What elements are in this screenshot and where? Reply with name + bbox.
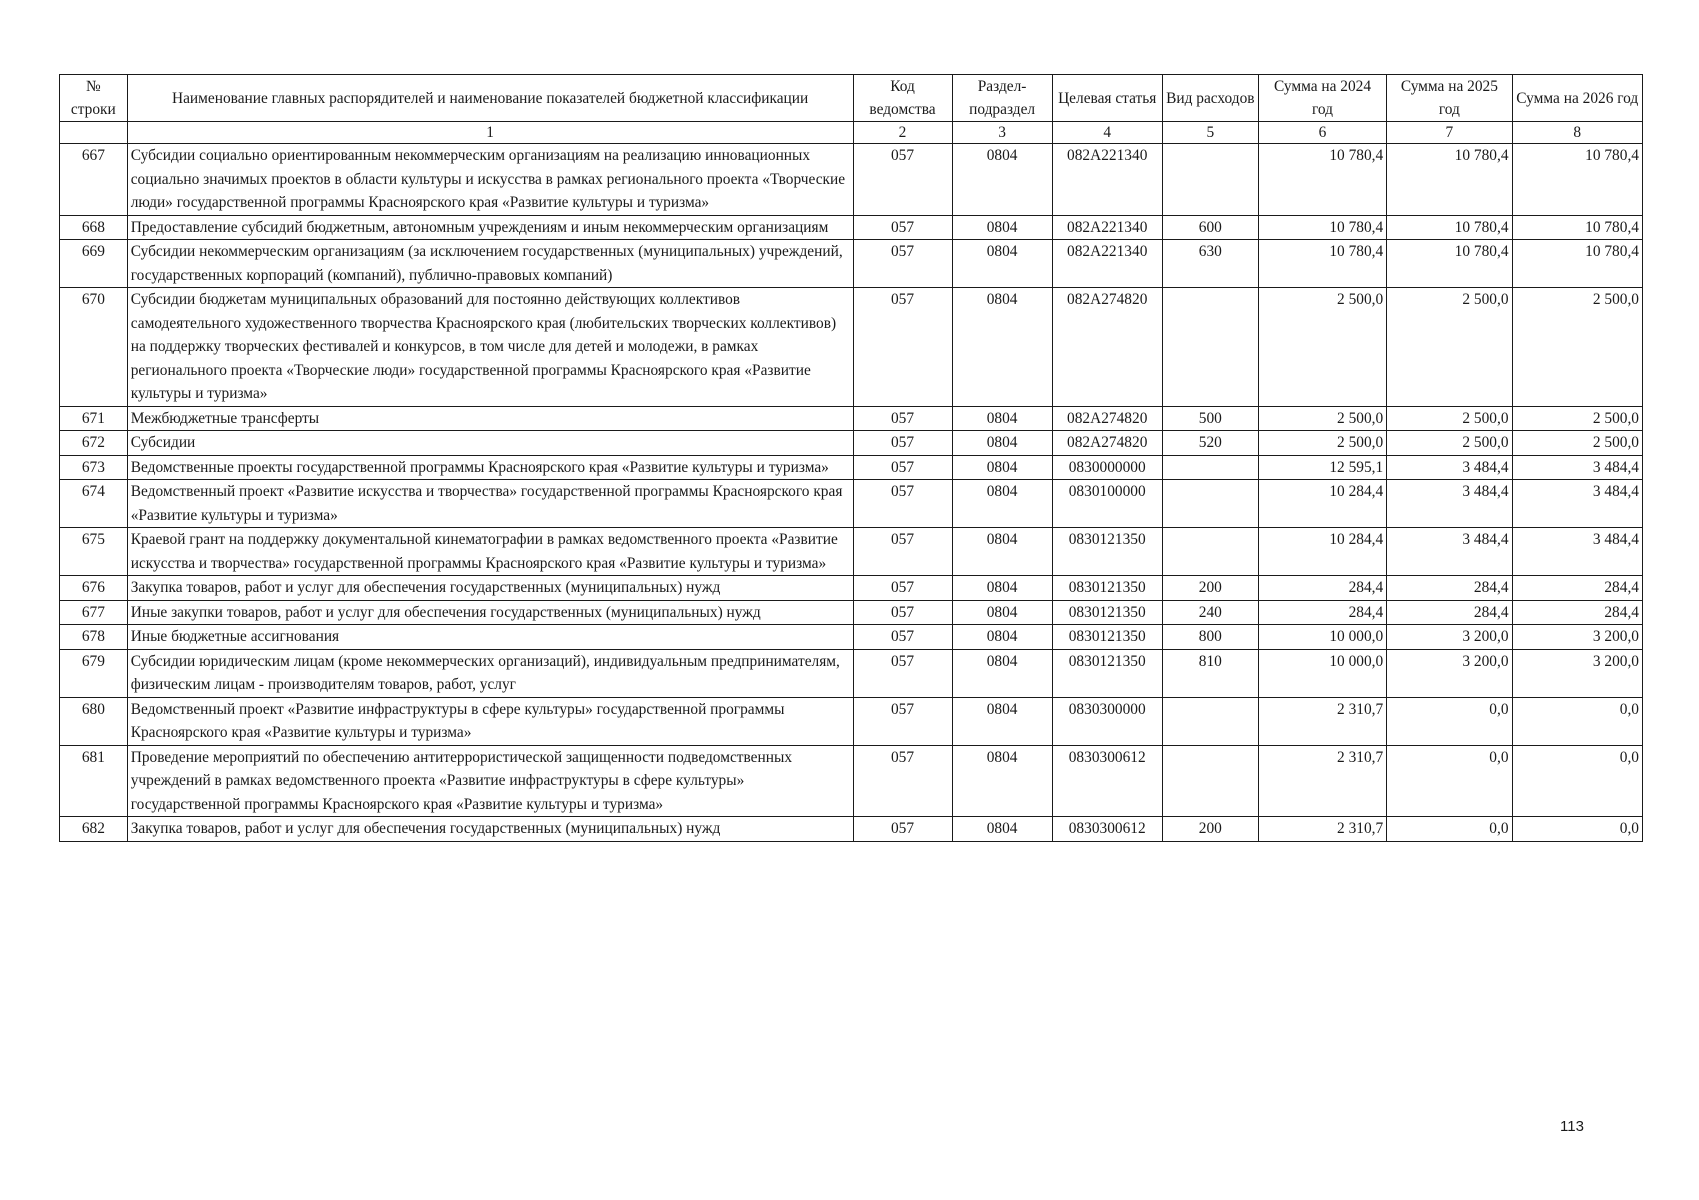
- row-name-cell: Субсидии: [127, 431, 853, 456]
- row-number-cell: 670: [60, 288, 128, 407]
- page-number: 113: [1560, 1118, 1584, 1135]
- column-number: 2: [853, 122, 952, 144]
- table-row: [60, 480, 1643, 528]
- expense-type-cell: 520: [1162, 431, 1258, 456]
- expense-type-cell: [1162, 697, 1258, 745]
- section-cell: 0804: [952, 528, 1052, 576]
- table-row: [60, 697, 1643, 745]
- expense-type-cell: 500: [1162, 406, 1258, 431]
- row-name-cell: Иные бюджетные ассигнования: [127, 625, 853, 650]
- budget-table: [59, 74, 1643, 842]
- column-number: 3: [952, 122, 1052, 144]
- expense-type-cell: [1162, 455, 1258, 480]
- row-number-cell: 669: [60, 240, 128, 288]
- target-article-cell: 0830121350: [1052, 576, 1162, 601]
- expense-type-cell: 200: [1162, 817, 1258, 842]
- row-name-cell: Ведомственный проект «Развитие искусства и творчества» государственной программы Красноярского края «Развитие культуры и туризма»: [127, 480, 853, 528]
- row-number-cell: 674: [60, 480, 128, 528]
- column-number: 7: [1387, 122, 1512, 144]
- row-name-cell: Закупка товаров, работ и услуг для обеспечения государственных (муниципальных) нужд: [127, 817, 853, 842]
- column-number: 4: [1052, 122, 1162, 144]
- row-number-cell: 676: [60, 576, 128, 601]
- section-cell: 0804: [952, 697, 1052, 745]
- ministry-code-cell: 057: [853, 455, 952, 480]
- expense-type-cell: 630: [1162, 240, 1258, 288]
- sum-2024-cell: 2 500,0: [1258, 431, 1386, 456]
- target-article-cell: 0830100000: [1052, 480, 1162, 528]
- row-number-cell: 667: [60, 144, 128, 216]
- sum-2026-cell: 2 500,0: [1512, 288, 1642, 407]
- sum-2026-cell: 10 780,4: [1512, 240, 1642, 288]
- table-row: [60, 528, 1643, 576]
- ministry-code-cell: 057: [853, 288, 952, 407]
- expense-type-cell: [1162, 288, 1258, 407]
- budget-table-container: [59, 74, 1643, 842]
- sum-2024-cell: 10 780,4: [1258, 240, 1386, 288]
- sum-2026-cell: 3 200,0: [1512, 649, 1642, 697]
- header-target-article: Целевая статья: [1052, 75, 1162, 122]
- expense-type-cell: [1162, 745, 1258, 817]
- sum-2024-cell: 10 780,4: [1258, 144, 1386, 216]
- header-expense-type: Вид расходов: [1162, 75, 1258, 122]
- sum-2026-cell: 3 484,4: [1512, 480, 1642, 528]
- header-section: Раздел-подраздел: [952, 75, 1052, 122]
- table-row: [60, 431, 1643, 456]
- ministry-code-cell: 057: [853, 576, 952, 601]
- row-number-cell: 671: [60, 406, 128, 431]
- target-article-cell: 0830121350: [1052, 625, 1162, 650]
- sum-2025-cell: 284,4: [1387, 576, 1512, 601]
- expense-type-cell: 200: [1162, 576, 1258, 601]
- table-row: [60, 406, 1643, 431]
- ministry-code-cell: 057: [853, 697, 952, 745]
- sum-2026-cell: 3 200,0: [1512, 625, 1642, 650]
- ministry-code-cell: 057: [853, 144, 952, 216]
- row-name-cell: Краевой грант на поддержку документальной кинематографии в рамках ведомственного проекта «Развитие искусства и творчества» государственной программы Красноярского края «Развитие культуры и туризма»: [127, 528, 853, 576]
- target-article-cell: 082А274820: [1052, 431, 1162, 456]
- expense-type-cell: 240: [1162, 600, 1258, 625]
- expense-type-cell: 810: [1162, 649, 1258, 697]
- ministry-code-cell: 057: [853, 600, 952, 625]
- sum-2024-cell: 10 284,4: [1258, 480, 1386, 528]
- sum-2026-cell: 3 484,4: [1512, 455, 1642, 480]
- section-cell: 0804: [952, 215, 1052, 240]
- row-number-cell: 672: [60, 431, 128, 456]
- section-cell: 0804: [952, 240, 1052, 288]
- sum-2024-cell: 2 310,7: [1258, 697, 1386, 745]
- sum-2026-cell: 10 780,4: [1512, 215, 1642, 240]
- table-row: [60, 215, 1643, 240]
- sum-2025-cell: 3 484,4: [1387, 480, 1512, 528]
- row-name-cell: Субсидии некоммерческим организациям (за исключением государственных (муниципальных) учреждений, государственных корпораций (компаний), публично-правовых компаний): [127, 240, 853, 288]
- header-sum-2026: Сумма на 2026 год: [1512, 75, 1642, 122]
- table-row: [60, 144, 1643, 216]
- row-name-cell: Ведомственные проекты государственной программы Красноярского края «Развитие культуры и туризма»: [127, 455, 853, 480]
- sum-2024-cell: 2 500,0: [1258, 288, 1386, 407]
- section-cell: 0804: [952, 745, 1052, 817]
- ministry-code-cell: 057: [853, 215, 952, 240]
- row-number-cell: 681: [60, 745, 128, 817]
- sum-2026-cell: 3 484,4: [1512, 528, 1642, 576]
- row-number-cell: 682: [60, 817, 128, 842]
- sum-2025-cell: 2 500,0: [1387, 406, 1512, 431]
- header-row: [60, 75, 1643, 122]
- target-article-cell: 0830300612: [1052, 817, 1162, 842]
- sum-2025-cell: 10 780,4: [1387, 144, 1512, 216]
- header-ministry-code: Код ведомства: [853, 75, 952, 122]
- row-name-cell: Закупка товаров, работ и услуг для обеспечения государственных (муниципальных) нужд: [127, 576, 853, 601]
- expense-type-cell: [1162, 480, 1258, 528]
- column-number: 5: [1162, 122, 1258, 144]
- target-article-cell: 0830121350: [1052, 600, 1162, 625]
- table-row: [60, 576, 1643, 601]
- header-sum-2024: Сумма на 2024 год: [1258, 75, 1386, 122]
- target-article-cell: 082А221340: [1052, 215, 1162, 240]
- section-cell: 0804: [952, 576, 1052, 601]
- row-name-cell: Проведение мероприятий по обеспечению антитеррористической защищенности подведомственных учреждений в рамках ведомственного проекта «Развитие инфраструктуры в сфере культуры» государственной программы Красноярского края «Развитие культуры и туризма»: [127, 745, 853, 817]
- expense-type-cell: 600: [1162, 215, 1258, 240]
- expense-type-cell: [1162, 528, 1258, 576]
- section-cell: 0804: [952, 649, 1052, 697]
- column-number: 6: [1258, 122, 1386, 144]
- sum-2026-cell: 0,0: [1512, 817, 1642, 842]
- target-article-cell: 082А274820: [1052, 288, 1162, 407]
- sum-2024-cell: 12 595,1: [1258, 455, 1386, 480]
- sum-2024-cell: 10 000,0: [1258, 649, 1386, 697]
- table-row: [60, 240, 1643, 288]
- row-name-cell: Иные закупки товаров, работ и услуг для обеспечения государственных (муниципальных) нужд: [127, 600, 853, 625]
- ministry-code-cell: 057: [853, 649, 952, 697]
- target-article-cell: 0830121350: [1052, 528, 1162, 576]
- expense-type-cell: 800: [1162, 625, 1258, 650]
- target-article-cell: 0830121350: [1052, 649, 1162, 697]
- row-name-cell: Субсидии бюджетам муниципальных образований для постоянно действующих коллективов самодеятельного художественного творчества Красноярского края (любительских творческих коллективов) на поддержку творческих фестивалей и конкурсов, в том числе для детей и молодежи, в рамках регионального проекта «Творческие люди» государственной программы Красноярского края «Развитие культуры и туризма»: [127, 288, 853, 407]
- sum-2024-cell: 10 000,0: [1258, 625, 1386, 650]
- row-number-cell: 675: [60, 528, 128, 576]
- sum-2026-cell: 10 780,4: [1512, 144, 1642, 216]
- target-article-cell: 0830300612: [1052, 745, 1162, 817]
- table-row: [60, 649, 1643, 697]
- column-number-row: [60, 122, 1643, 144]
- table-body: [60, 144, 1643, 842]
- table-row: [60, 625, 1643, 650]
- sum-2026-cell: 2 500,0: [1512, 431, 1642, 456]
- ministry-code-cell: 057: [853, 528, 952, 576]
- section-cell: 0804: [952, 817, 1052, 842]
- row-number-cell: 673: [60, 455, 128, 480]
- sum-2025-cell: 3 200,0: [1387, 625, 1512, 650]
- sum-2024-cell: 2 500,0: [1258, 406, 1386, 431]
- sum-2025-cell: 3 200,0: [1387, 649, 1512, 697]
- ministry-code-cell: 057: [853, 406, 952, 431]
- ministry-code-cell: 057: [853, 240, 952, 288]
- target-article-cell: 0830000000: [1052, 455, 1162, 480]
- section-cell: 0804: [952, 431, 1052, 456]
- row-name-cell: Предоставление субсидий бюджетным, автономным учреждениям и иным некоммерческим организациям: [127, 215, 853, 240]
- table-row: [60, 288, 1643, 407]
- column-number: [60, 122, 128, 144]
- sum-2025-cell: 0,0: [1387, 817, 1512, 842]
- column-number: 1: [127, 122, 853, 144]
- table-row: [60, 817, 1643, 842]
- section-cell: 0804: [952, 406, 1052, 431]
- header-sum-2025: Сумма на 2025 год: [1387, 75, 1512, 122]
- row-number-cell: 679: [60, 649, 128, 697]
- section-cell: 0804: [952, 288, 1052, 407]
- sum-2025-cell: 3 484,4: [1387, 528, 1512, 576]
- sum-2024-cell: 2 310,7: [1258, 817, 1386, 842]
- sum-2025-cell: 0,0: [1387, 745, 1512, 817]
- sum-2026-cell: 284,4: [1512, 600, 1642, 625]
- sum-2024-cell: 284,4: [1258, 576, 1386, 601]
- ministry-code-cell: 057: [853, 480, 952, 528]
- table-row: [60, 745, 1643, 817]
- sum-2025-cell: 2 500,0: [1387, 431, 1512, 456]
- header-row-number: № строки: [60, 75, 128, 122]
- column-number: 8: [1512, 122, 1642, 144]
- target-article-cell: 0830300000: [1052, 697, 1162, 745]
- section-cell: 0804: [952, 480, 1052, 528]
- row-name-cell: Субсидии юридическим лицам (кроме некоммерческих организаций), индивидуальным предпринимателям, физическим лицам - производителям товаров, работ, услуг: [127, 649, 853, 697]
- ministry-code-cell: 057: [853, 625, 952, 650]
- sum-2025-cell: 10 780,4: [1387, 215, 1512, 240]
- target-article-cell: 082А221340: [1052, 144, 1162, 216]
- section-cell: 0804: [952, 600, 1052, 625]
- target-article-cell: 082А221340: [1052, 240, 1162, 288]
- expense-type-cell: [1162, 144, 1258, 216]
- sum-2024-cell: 2 310,7: [1258, 745, 1386, 817]
- sum-2025-cell: 0,0: [1387, 697, 1512, 745]
- section-cell: 0804: [952, 625, 1052, 650]
- sum-2025-cell: 3 484,4: [1387, 455, 1512, 480]
- row-number-cell: 668: [60, 215, 128, 240]
- ministry-code-cell: 057: [853, 745, 952, 817]
- sum-2026-cell: 0,0: [1512, 697, 1642, 745]
- sum-2024-cell: 10 780,4: [1258, 215, 1386, 240]
- sum-2025-cell: 2 500,0: [1387, 288, 1512, 407]
- row-number-cell: 680: [60, 697, 128, 745]
- row-number-cell: 677: [60, 600, 128, 625]
- target-article-cell: 082А274820: [1052, 406, 1162, 431]
- ministry-code-cell: 057: [853, 817, 952, 842]
- table-row: [60, 600, 1643, 625]
- sum-2025-cell: 10 780,4: [1387, 240, 1512, 288]
- section-cell: 0804: [952, 455, 1052, 480]
- ministry-code-cell: 057: [853, 431, 952, 456]
- sum-2026-cell: 0,0: [1512, 745, 1642, 817]
- sum-2026-cell: 2 500,0: [1512, 406, 1642, 431]
- sum-2024-cell: 10 284,4: [1258, 528, 1386, 576]
- sum-2026-cell: 284,4: [1512, 576, 1642, 601]
- row-name-cell: Межбюджетные трансферты: [127, 406, 853, 431]
- row-name-cell: Ведомственный проект «Развитие инфраструктуры в сфере культуры» государственной программы Красноярского края «Развитие культуры и туризма»: [127, 697, 853, 745]
- header-name: Наименование главных распорядителей и наименование показателей бюджетной классификации: [127, 75, 853, 122]
- section-cell: 0804: [952, 144, 1052, 216]
- row-number-cell: 678: [60, 625, 128, 650]
- row-name-cell: Субсидии социально ориентированным некоммерческим организациям на реализацию инновационных социально значимых проектов в области культуры и искусства в рамках регионального проекта «Творческие люди» государственной программы Красноярского края «Развитие культуры и туризма»: [127, 144, 853, 216]
- sum-2025-cell: 284,4: [1387, 600, 1512, 625]
- sum-2024-cell: 284,4: [1258, 600, 1386, 625]
- table-row: [60, 455, 1643, 480]
